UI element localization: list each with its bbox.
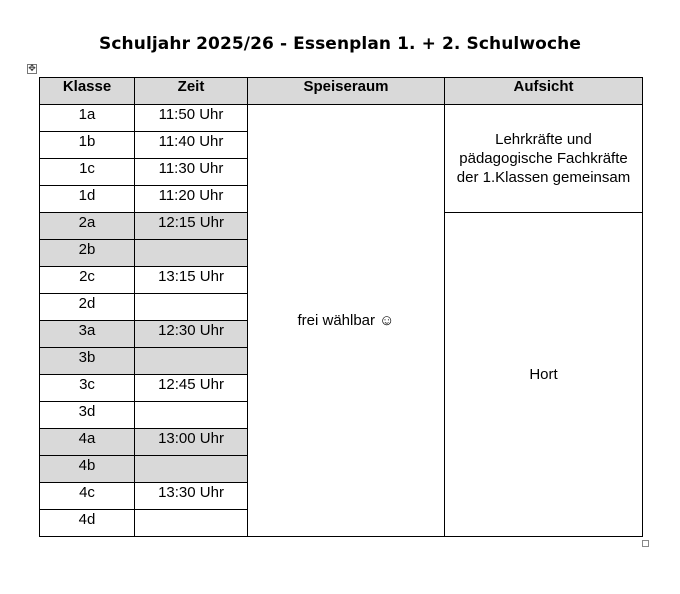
header-zeit: Zeit [135,78,248,105]
cell-klasse: 3c [40,375,135,402]
cell-zeit: 12:30 Uhr [135,321,248,348]
speiseraum-text: frei wählbar ☺ [297,311,395,329]
meal-plan-table [39,77,643,537]
header-aufsicht: Aufsicht [445,78,643,105]
cell-zeit: 13:15 Uhr [135,267,248,294]
cell-klasse: 3a [40,321,135,348]
cell-zeit: 11:30 Uhr [135,159,248,186]
cell-klasse: 3d [40,402,135,429]
cell-zeit: 12:15 Uhr [135,213,248,240]
header-speiseraum: Speiseraum [248,78,445,105]
table-row [40,105,643,132]
aufsicht-text-1: Lehrkräfte und pädagogische Fachkräfte der 1.Klassen gemeinsam [456,131,631,186]
cell-zeit: 13:30 Uhr [135,483,248,510]
table-header-row [40,78,643,105]
cell-klasse: 4b [40,456,135,483]
cell-klasse: 4d [40,510,135,537]
cell-klasse: 1d [40,186,135,213]
table-move-handle-icon[interactable]: ✥ [28,64,36,74]
document-title: Schuljahr 2025/26 - Essenplan 1. + 2. Schulwoche [99,34,581,54]
cell-aufsicht-klasse-1 [445,105,643,213]
cell-zeit [135,240,248,267]
cell-klasse: 2b [40,240,135,267]
cell-klasse: 4a [40,429,135,456]
header-klasse: Klasse [40,78,135,105]
aufsicht-text-2: Hort [529,365,558,383]
cell-zeit [135,348,248,375]
cell-zeit [135,402,248,429]
cell-klasse: 1a [40,105,135,132]
cell-klasse: 1b [40,132,135,159]
cell-klasse: 4c [40,483,135,510]
cell-zeit: 11:40 Uhr [135,132,248,159]
table-body [40,105,643,537]
cell-klasse: 1c [40,159,135,186]
cell-klasse: 2d [40,294,135,321]
table-resize-handle-icon[interactable] [642,540,649,547]
cell-klasse: 2c [40,267,135,294]
cell-zeit: 11:50 Uhr [135,105,248,132]
cell-zeit [135,294,248,321]
cell-zeit: 12:45 Uhr [135,375,248,402]
cell-zeit [135,510,248,537]
cell-zeit: 11:20 Uhr [135,186,248,213]
cell-aufsicht-hort [445,213,643,537]
cell-klasse: 3b [40,348,135,375]
cell-speiseraum [248,105,445,537]
cell-klasse: 2a [40,213,135,240]
cell-zeit: 13:00 Uhr [135,429,248,456]
cell-zeit [135,456,248,483]
